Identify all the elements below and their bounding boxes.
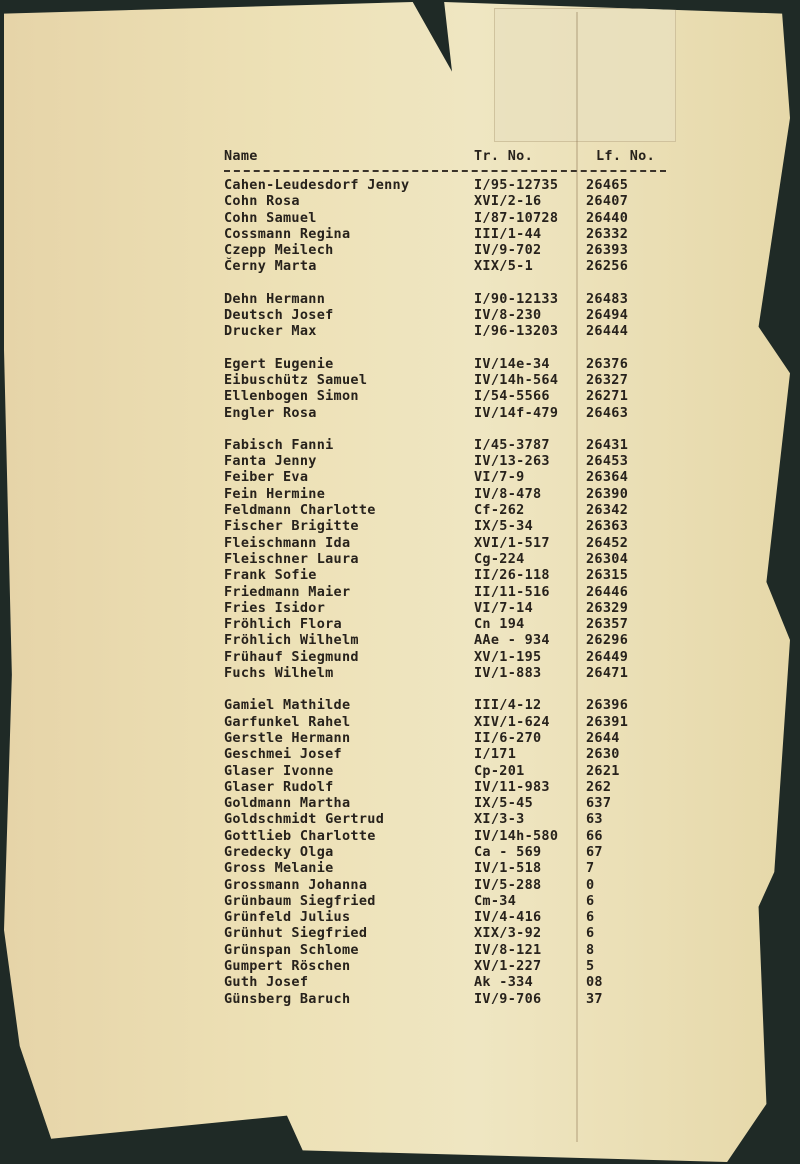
- entry-name: Dehn Hermann: [224, 290, 326, 307]
- entry-tr-no: IV/1-883: [474, 665, 542, 682]
- entry-tr-no: III/4-12: [474, 697, 542, 714]
- entry-name: Fein Hermine: [224, 485, 326, 502]
- entry-name: Ellenbogen Simon: [224, 388, 359, 405]
- list-item: [224, 893, 666, 909]
- list-item: [224, 226, 666, 242]
- entry-tr-no: I/95-12735: [474, 177, 559, 193]
- entry-lf-no: 26396: [586, 697, 629, 714]
- list-item: [224, 307, 666, 323]
- entry-rows: [224, 177, 666, 1007]
- entry-tr-no: IV/4-416: [474, 909, 542, 926]
- list-item: [224, 958, 666, 974]
- entry-lf-no: 26446: [586, 583, 629, 600]
- list-item: [224, 795, 666, 811]
- list-item: [224, 193, 666, 209]
- entry-lf-no: 66: [586, 827, 603, 844]
- column-headers: [224, 148, 666, 166]
- entry-lf-no: 7: [586, 860, 595, 877]
- entry-tr-no: Cp-201: [474, 762, 525, 779]
- group-gap: [224, 681, 666, 697]
- roster-list: [224, 148, 666, 1007]
- entry-name: Fabisch Fanni: [224, 436, 334, 453]
- entry-tr-no: IX/5-34: [474, 518, 533, 535]
- entry-lf-no: 26332: [586, 225, 629, 242]
- entry-name: Egert Eugenie: [224, 355, 334, 372]
- list-item: [224, 974, 666, 990]
- entry-tr-no: XVI/1-517: [474, 534, 550, 551]
- entry-name: Czepp Meilech: [224, 242, 334, 259]
- entry-name: Cohn Samuel: [224, 209, 317, 226]
- tape-patch: [494, 8, 676, 142]
- list-item: [224, 502, 666, 518]
- entry-name: Gross Melanie: [224, 860, 334, 877]
- entry-name: Günsberg Baruch: [224, 990, 351, 1007]
- entry-tr-no: I/96-13203: [474, 323, 559, 340]
- list-item: [224, 730, 666, 746]
- entry-lf-no: 26296: [586, 632, 629, 649]
- entry-tr-no: IV/8-121: [474, 941, 542, 958]
- entry-lf-no: 26304: [586, 550, 629, 567]
- entry-tr-no: III/1-44: [474, 225, 542, 242]
- list-item: [224, 746, 666, 762]
- list-item: [224, 877, 666, 893]
- entry-name: Frühauf Siegmund: [224, 648, 359, 665]
- entry-name: Glaser Rudolf: [224, 778, 334, 795]
- header-tr-no: Tr. No.: [474, 148, 533, 164]
- entry-tr-no: XV/1-195: [474, 648, 542, 665]
- entry-lf-no: 26407: [586, 193, 629, 210]
- entry-name: Fanta Jenny: [224, 453, 317, 470]
- entry-name: Engler Rosa: [224, 404, 317, 421]
- list-item: [224, 518, 666, 534]
- entry-name: Grünhut Siegfried: [224, 925, 368, 942]
- entry-tr-no: IX/5-45: [474, 795, 533, 812]
- entry-name: Guth Josef: [224, 974, 309, 991]
- list-item: [224, 811, 666, 827]
- entry-name: Cahen-Leudesdorf Jenny: [224, 177, 410, 193]
- entry-lf-no: 26452: [586, 534, 629, 551]
- entry-name: Glaser Ivonne: [224, 762, 334, 779]
- list-item: [224, 535, 666, 551]
- list-item: [224, 616, 666, 632]
- entry-tr-no: IV/9-706: [474, 990, 542, 1007]
- list-item: [224, 991, 666, 1007]
- list-item: [224, 437, 666, 453]
- entry-lf-no: 26271: [586, 388, 629, 405]
- entry-tr-no: Cg-224: [474, 550, 525, 567]
- entry-lf-no: 26463: [586, 404, 629, 421]
- entry-tr-no: IV/14e-34: [474, 355, 550, 372]
- entry-tr-no: IV/1-518: [474, 860, 542, 877]
- entry-lf-no: 26431: [586, 436, 629, 453]
- entry-name: Grossmann Johanna: [224, 876, 368, 893]
- entry-lf-no: 67: [586, 843, 603, 860]
- entry-name: Fischer Brigitte: [224, 518, 359, 535]
- entry-tr-no: IV/8-230: [474, 307, 542, 324]
- entry-name: Frank Sofie: [224, 567, 317, 584]
- entry-name: Gamiel Mathilde: [224, 697, 351, 714]
- entry-lf-no: 6: [586, 925, 595, 942]
- list-item: [224, 584, 666, 600]
- header-name: Name: [224, 148, 258, 164]
- entry-lf-no: 26357: [586, 616, 629, 633]
- entry-tr-no: VI/7-14: [474, 599, 533, 616]
- entry-name: Gerstle Hermann: [224, 729, 351, 746]
- list-item: [224, 177, 666, 193]
- entry-name: Garfunkel Rahel: [224, 713, 351, 730]
- list-item: [224, 356, 666, 372]
- entry-name: Fleischmann Ida: [224, 534, 351, 551]
- entry-lf-no: 26364: [586, 469, 629, 486]
- entry-lf-no: 08: [586, 974, 603, 991]
- entry-tr-no: XIV/1-624: [474, 713, 550, 730]
- entry-lf-no: 8: [586, 941, 595, 958]
- entry-lf-no: 26256: [586, 258, 629, 275]
- entry-name: Grünspan Schlome: [224, 941, 359, 958]
- list-item: [224, 714, 666, 730]
- list-item: [224, 388, 666, 404]
- entry-tr-no: Cm-34: [474, 892, 517, 909]
- entry-tr-no: XIX/3-92: [474, 925, 542, 942]
- list-item: [224, 291, 666, 307]
- entry-lf-no: 0: [586, 876, 595, 893]
- entry-name: Gumpert Röschen: [224, 958, 351, 975]
- entry-name: Grünbaum Siegfried: [224, 892, 376, 909]
- list-item: [224, 242, 666, 258]
- entry-name: Geschmei Josef: [224, 746, 342, 763]
- list-item: [224, 323, 666, 339]
- entry-lf-no: 63: [586, 811, 603, 828]
- list-item: [224, 567, 666, 583]
- entry-name: Fuchs Wilhelm: [224, 665, 334, 682]
- entry-tr-no: Ca - 569: [474, 843, 542, 860]
- header-divider: [224, 170, 666, 172]
- entry-tr-no: XIX/5-1: [474, 258, 533, 275]
- entry-lf-no: 26393: [586, 242, 629, 259]
- entry-name: Cohn Rosa: [224, 193, 300, 210]
- entry-lf-no: 26342: [586, 502, 629, 519]
- entry-tr-no: IV/14h-580: [474, 827, 559, 844]
- list-item: [224, 649, 666, 665]
- entry-lf-no: 2621: [586, 762, 620, 779]
- entry-tr-no: IV/14f-479: [474, 404, 559, 421]
- entry-lf-no: 2644: [586, 729, 620, 746]
- list-item: [224, 942, 666, 958]
- entry-lf-no: 26327: [586, 371, 629, 388]
- entry-name: Cossmann Regina: [224, 225, 351, 242]
- entry-name: Grünfeld Julius: [224, 909, 351, 926]
- list-item: [224, 372, 666, 388]
- entry-lf-no: 26483: [586, 290, 629, 307]
- entry-name: Friedmann Maier: [224, 583, 351, 600]
- header-lf-no: Lf. No.: [596, 148, 655, 164]
- entry-lf-no: 6: [586, 892, 595, 909]
- entry-lf-no: 26315: [586, 567, 629, 584]
- entry-tr-no: Cf-262: [474, 502, 525, 519]
- list-item: [224, 632, 666, 648]
- entry-tr-no: I/171: [474, 746, 517, 763]
- list-item: [224, 486, 666, 502]
- list-item: [224, 665, 666, 681]
- entry-name: Fleischner Laura: [224, 550, 359, 567]
- entry-name: Gottlieb Charlotte: [224, 827, 376, 844]
- list-item: [224, 828, 666, 844]
- list-item: [224, 909, 666, 925]
- entry-tr-no: I/90-12133: [474, 290, 559, 307]
- entry-name: Gredecky Olga: [224, 843, 334, 860]
- group-gap: [224, 340, 666, 356]
- entry-name: Goldmann Martha: [224, 795, 351, 812]
- entry-name: Goldschmidt Gertrud: [224, 811, 385, 828]
- list-item: [224, 551, 666, 567]
- entry-name: Feldmann Charlotte: [224, 502, 376, 519]
- entry-tr-no: VI/7-9: [474, 469, 525, 486]
- entry-tr-no: I/87-10728: [474, 209, 559, 226]
- entry-name: Feiber Eva: [224, 469, 309, 486]
- list-item: [224, 453, 666, 469]
- entry-lf-no: 26471: [586, 665, 629, 682]
- entry-tr-no: I/45-3787: [474, 436, 550, 453]
- list-item: [224, 405, 666, 421]
- list-item: [224, 925, 666, 941]
- list-item: [224, 779, 666, 795]
- entry-tr-no: IV/9-702: [474, 242, 542, 259]
- entry-lf-no: 6: [586, 909, 595, 926]
- entry-tr-no: IV/11-983: [474, 778, 550, 795]
- entry-tr-no: I/54-5566: [474, 388, 550, 405]
- entry-lf-no: 637: [586, 795, 612, 812]
- entry-lf-no: 262: [586, 778, 612, 795]
- entry-name: Fröhlich Flora: [224, 616, 342, 633]
- entry-name: Černy Marta: [224, 258, 317, 275]
- list-item: [224, 469, 666, 485]
- entry-name: Eibuschütz Samuel: [224, 371, 368, 388]
- entry-lf-no: 26363: [586, 518, 629, 535]
- entry-tr-no: XVI/2-16: [474, 193, 542, 210]
- entry-lf-no: 5: [586, 958, 595, 975]
- group-gap: [224, 421, 666, 437]
- entry-lf-no: 26391: [586, 713, 629, 730]
- entry-tr-no: IV/8-478: [474, 485, 542, 502]
- entry-lf-no: 26449: [586, 648, 629, 665]
- entry-name: Fröhlich Wilhelm: [224, 632, 359, 649]
- entry-tr-no: Cn 194: [474, 616, 525, 633]
- entry-lf-no: 26329: [586, 599, 629, 616]
- entry-lf-no: 26465: [586, 177, 629, 193]
- entry-tr-no: AAe - 934: [474, 632, 550, 649]
- entry-name: Fries Isidor: [224, 599, 326, 616]
- entry-name: Drucker Max: [224, 323, 317, 340]
- group-gap: [224, 275, 666, 291]
- entry-tr-no: XV/1-227: [474, 958, 542, 975]
- entry-tr-no: II/26-118: [474, 567, 550, 584]
- list-item: [224, 600, 666, 616]
- list-item: [224, 860, 666, 876]
- list-item: [224, 763, 666, 779]
- entry-tr-no: II/11-516: [474, 583, 550, 600]
- entry-name: Deutsch Josef: [224, 307, 334, 324]
- entry-lf-no: 26453: [586, 453, 629, 470]
- entry-lf-no: 26440: [586, 209, 629, 226]
- entry-tr-no: IV/14h-564: [474, 371, 559, 388]
- entry-tr-no: IV/5-288: [474, 876, 542, 893]
- list-item: [224, 844, 666, 860]
- entry-lf-no: 37: [586, 990, 603, 1007]
- list-item: [224, 697, 666, 713]
- entry-tr-no: IV/13-263: [474, 453, 550, 470]
- entry-tr-no: XI/3-3: [474, 811, 525, 828]
- entry-tr-no: II/6-270: [474, 729, 542, 746]
- list-item: [224, 258, 666, 274]
- entry-tr-no: Ak -334: [474, 974, 533, 991]
- list-item: [224, 210, 666, 226]
- entry-lf-no: 26444: [586, 323, 629, 340]
- entry-lf-no: 26376: [586, 355, 629, 372]
- entry-lf-no: 2630: [586, 746, 620, 763]
- entry-lf-no: 26494: [586, 307, 629, 324]
- entry-lf-no: 26390: [586, 485, 629, 502]
